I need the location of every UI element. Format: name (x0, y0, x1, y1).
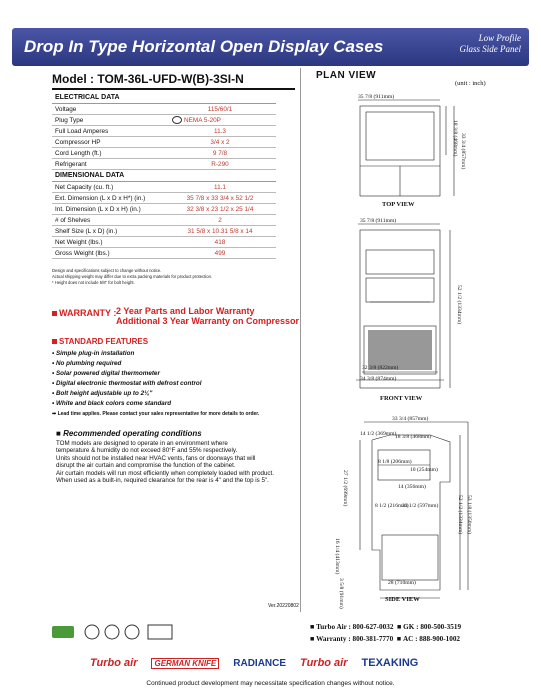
energy-icon (125, 625, 139, 639)
brand-row (90, 655, 490, 671)
spec-value (164, 115, 276, 125)
feature-item: • No plumbing required (52, 360, 122, 367)
dim-side-a: 14 1/2 (369mm) (360, 431, 397, 437)
warranty-line: 2 Year Parts and Labor Warranty (116, 306, 255, 316)
dim-top-depth-b: 33 3/4 (857mm) (460, 133, 466, 170)
dim-top-depth-a: 18 3/8 (468mm) (452, 120, 458, 157)
spec-value: 115/60/1 (207, 106, 233, 113)
brand-turbo-air-2: Turbo air (300, 657, 348, 669)
recommended-heading: ■ Recommended operating conditions (56, 429, 202, 438)
dim-side-f: 8 1/2 (216mm) (375, 503, 409, 509)
spec-value: R-290 (211, 161, 229, 168)
spec-value: 11.1 (214, 184, 226, 191)
brand-turbo-air: Turbo air (90, 657, 138, 669)
spec-row (52, 137, 276, 148)
spec-value: 3/4 x 2 (210, 139, 230, 146)
contact-turbo-air: Turbo Air : 800-627-0032 (316, 623, 394, 631)
feature-item: • Solar powered digital thermometer (52, 370, 160, 377)
dim-side-e: 14 (356mm) (398, 484, 426, 490)
spec-key: Cord Length (ft.) (55, 150, 102, 157)
spec-row (52, 248, 276, 259)
product-tagline (460, 33, 522, 55)
spec-value: 32 3/8 x 23 1/2 x 25 1/4 (186, 206, 254, 213)
dim-front-inner-b: 34 3/8 (874mm) (360, 376, 397, 382)
plug-type-value: NEMA 5-20P (184, 117, 221, 124)
spec-row (52, 115, 276, 126)
recommended-line: TOM models are designed to operate in an environment where (56, 439, 228, 447)
spec-row (52, 204, 276, 215)
spec-value: 11.3 (214, 128, 226, 135)
spec-value: 35 7/8 x 33 3/4 x 52 1/2 (186, 195, 254, 202)
front-view-label: FRONT VIEW (380, 395, 423, 402)
lead-time-text: Lead time applies. Please contact your sales representative for more details to order. (57, 411, 260, 417)
feature-text: Bolt height adjustable up to 2⅛" (55, 390, 153, 397)
spec-row (52, 159, 276, 170)
plan-view-heading: PLAN VIEW (316, 70, 377, 81)
recommended-line: disrupt the air curtain and compromise the function of the cabinet. (56, 462, 236, 469)
spec-value: 31 5/8 x 10.31 5/8 x 14 (187, 228, 253, 235)
spec-key: Plug Type (55, 117, 84, 124)
spec-key: Voltage (55, 106, 77, 113)
feature-text: White and black colors come standard (55, 400, 172, 407)
dim-side-g: 23 1/2 (597mm) (402, 503, 439, 509)
dim-side-b: 18 3/8 (468mm) (395, 434, 432, 440)
footer-note: Continued product development may necessitate specification changes without notice. (146, 680, 395, 687)
recommended-heading-text: Recommended operating conditions (63, 429, 202, 438)
contact-warranty: Warranty : 800-381-7770 (316, 635, 394, 643)
spec-note: Actual shipping weight may differ due to extra packing materials for product protection. (52, 274, 213, 279)
dim-front-height: 52 1/2 (1334mm) (456, 285, 462, 325)
dim-side-j: 3 5/8 (91mm) (338, 578, 344, 609)
spec-key: Shelf Size (L x D) (in.) (55, 228, 118, 235)
spec-value: 418 (214, 239, 226, 246)
spec-value: 499 (214, 250, 226, 257)
spec-row (52, 193, 276, 204)
dim-side-l: 52 1/2 (1334mm) (457, 495, 463, 535)
etl-icon (85, 625, 99, 639)
spec-key: Ext. Dimension (L x D x H*) (in.) (55, 195, 146, 202)
spec-row (52, 215, 276, 226)
dim-side-i: 16 1/4 (413mm) (334, 538, 340, 575)
feature-text: No plumbing required (55, 360, 122, 367)
certification-logos (52, 622, 182, 642)
dim-side-c: 8 1/8 (206mm) (378, 459, 412, 465)
spec-row (52, 226, 276, 237)
bullet-icon (52, 311, 57, 316)
dim-side-d: 10 (254mm) (410, 467, 438, 473)
recommended-line: Units should not be installed near HVAC vents, fans or doorways that will (56, 454, 256, 462)
tagline-1: Low Profile (478, 33, 521, 43)
dim-top-width: 35 7/8 (911mm) (358, 94, 395, 100)
dim-side-m: 53 1/8 (1350mm) (466, 495, 472, 535)
contact-ac: AC : 888-900-1002 (402, 635, 461, 643)
recommended-line: When used as a built-in, required clearance for the rear is 4" and the top is 5". (56, 477, 269, 484)
brand-texaking: TEXAKING (361, 657, 419, 669)
spec-key: # of Shelves (55, 217, 91, 224)
warranty-badge-icon (148, 625, 172, 639)
plug-icon (172, 116, 182, 124)
dim-side-depth: 33 3/4 (857mm) (392, 416, 429, 422)
dim-side-h: 27 1/2 (699mm) (342, 470, 348, 507)
title-banner (12, 28, 529, 66)
dim-side-k: 28 (710mm) (388, 580, 416, 586)
spec-note: * Height does not include 5/8" for bolt height. (52, 280, 135, 285)
spec-key: Net Capacity (cu. ft.) (55, 184, 114, 191)
recommended-line: Air curtain models will run most efficiently when completely loaded with product. (56, 469, 274, 477)
spec-value: 9 7/8 (212, 150, 228, 157)
warranty-lines (116, 306, 299, 326)
spec-row (52, 237, 276, 248)
version-label: Ver.20220802 (268, 603, 299, 609)
etl-sanitation-icon (105, 625, 119, 639)
recommended-line: temperature & humidity do not exceed 80°F and 55% respectively. (56, 447, 238, 454)
contact-gk: GK : 800-500-3519 (403, 623, 462, 631)
feature-text: Digital electronic thermostat with defrost control (55, 380, 202, 387)
spec-row (52, 148, 276, 159)
spec-key: Int. Dimension (L x D x H) (in.) (55, 206, 141, 213)
contact-block: ■ Turbo Air : 800-627-0032 ■ GK : 800-500-3519 ■ Warranty : 800-381-7770 ■ AC : 888-900-1002 (310, 623, 462, 643)
spec-note: Design and specifications subject to change without notice. (52, 268, 162, 273)
tagline-2: Glass Side Panel (459, 44, 521, 54)
feature-item: • Bolt height adjustable up to 2⅛" (52, 390, 153, 397)
brand-radiance: RADIANCE (233, 657, 287, 669)
unit-label: (unit : inch) (455, 80, 486, 87)
feature-lead-time: ➡ Lead time applies. Please contact your sales representative for more details to order. (52, 411, 260, 417)
electrical-heading: ELECTRICAL DATA (52, 92, 276, 104)
model-number: Model : TOM-36L-UFD-W(B)-3SI-N (52, 72, 244, 86)
dim-front-width: 35 7/8 (911mm) (360, 218, 397, 224)
bullet-icon (52, 339, 57, 344)
feature-item: • Digital electronic thermostat with defrost control (52, 380, 202, 387)
spec-row (52, 182, 276, 193)
spec-table (52, 92, 276, 259)
recommended-conditions (56, 430, 292, 485)
spec-value: 2 (218, 217, 222, 224)
feature-text: Simple plug-in installation (55, 350, 135, 357)
feature-item: • Simple plug-in installation (52, 350, 135, 357)
spec-key: Net Weight (lbs.) (55, 239, 103, 246)
plan-drawings (300, 90, 541, 610)
spec-key: Full Load Amperes (55, 128, 109, 135)
warranty-label-text: WARRANTY : (59, 308, 117, 318)
feature-text: Solar powered digital thermometer (55, 370, 160, 377)
brand-german-knife: GERMAN KNIFE (151, 658, 219, 669)
model-rule (52, 88, 295, 90)
natural-refrigerant-icon (52, 626, 74, 638)
dimensional-heading: DIMENSIONAL DATA (52, 170, 276, 182)
spec-row (52, 126, 276, 137)
side-view-label: SIDE VIEW (385, 596, 420, 603)
features-heading (52, 337, 259, 346)
top-view-label: TOP VIEW (382, 201, 415, 208)
page-title: Drop In Type Horizontal Open Display Cases (24, 37, 384, 56)
warranty-line: Additional 3 Year Warranty on Compressor (116, 316, 300, 326)
dim-front-inner-a: 32 3/8 (822mm) (362, 365, 399, 371)
features-heading-text: STANDARD FEATURES (59, 337, 149, 346)
standard-features (52, 337, 259, 419)
spec-key: Refrigerant (55, 161, 87, 168)
feature-item: • White and black colors come standard (52, 400, 172, 407)
spec-key: Compressor HP (55, 139, 101, 146)
spec-row (52, 104, 276, 115)
spec-key: Gross Weight (lbs.) (55, 250, 110, 257)
warranty-label (52, 308, 116, 318)
